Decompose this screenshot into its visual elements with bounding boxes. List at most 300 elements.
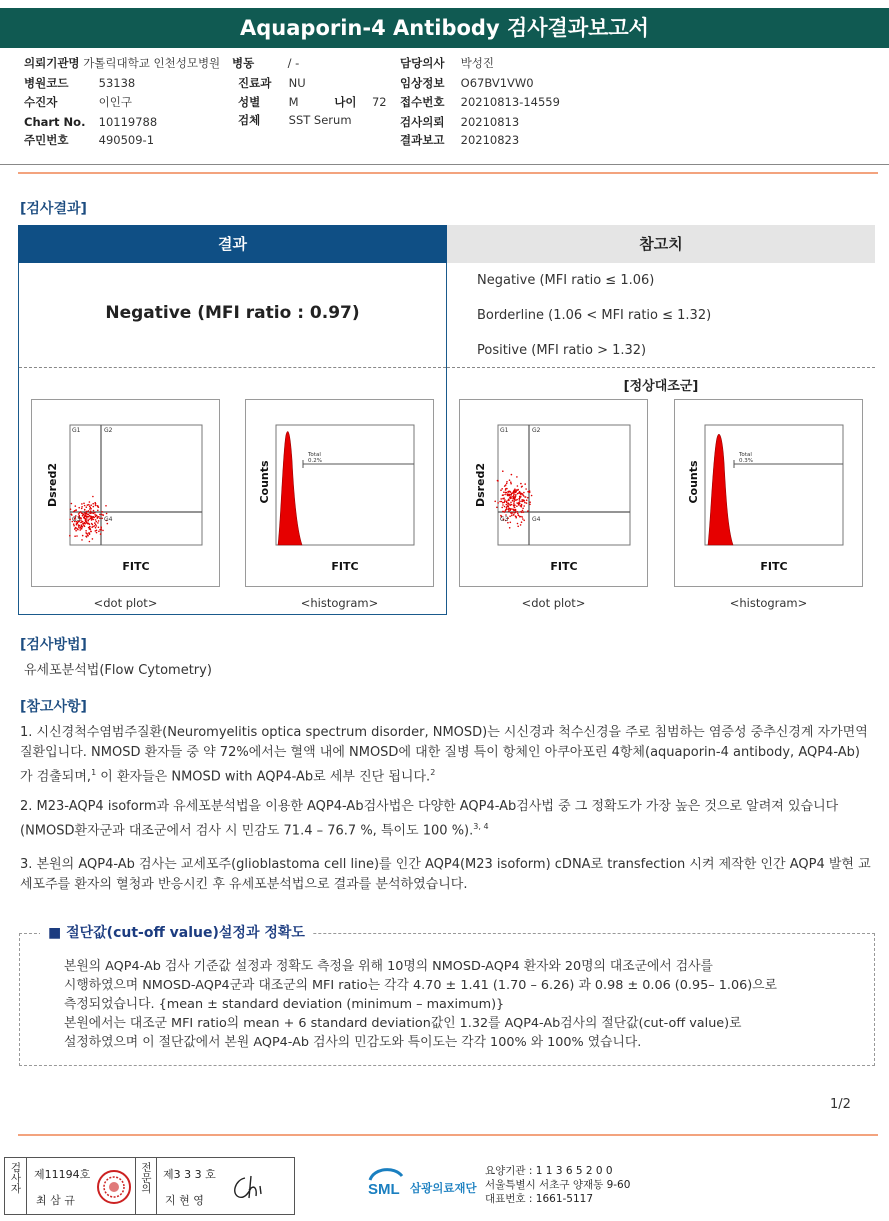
- scatter-dot: [93, 510, 95, 512]
- quad-label-g1: G1: [72, 427, 81, 434]
- scatter-dot: [514, 490, 516, 492]
- result-value: Negative (MFI ratio : 0.97): [105, 303, 360, 323]
- scatter-dot: [509, 503, 511, 505]
- scatter-dot: [71, 503, 73, 505]
- scatter-dot: [528, 491, 530, 493]
- scatter-dot: [513, 505, 515, 507]
- scatter-dot: [98, 531, 100, 533]
- notes-section-title: [참고사항]: [20, 699, 87, 715]
- quad-label-g1: G1: [500, 427, 509, 434]
- scatter-dot: [497, 480, 499, 482]
- scatter-dot: [100, 526, 102, 528]
- quad-label-g4: G4: [532, 516, 541, 523]
- patient-row: [24, 93, 132, 111]
- scatter-dot: [83, 514, 85, 516]
- control-title: [정상대조군]: [623, 379, 699, 394]
- scatter-dot: [96, 525, 98, 527]
- scatter-dot: [523, 505, 525, 507]
- scatter-dot: [75, 505, 77, 507]
- patient-histogram-svg: [246, 400, 435, 588]
- note-paragraph-2: [20, 797, 872, 841]
- scatter-dot: [102, 530, 104, 532]
- control-dot-plot: [459, 399, 648, 587]
- org-phone: 대표번호 : 1661-5117: [485, 1193, 594, 1205]
- scatter-dot: [522, 510, 524, 512]
- orange-divider-top: [18, 172, 878, 174]
- clinical-info-row: [400, 74, 534, 92]
- scatter-dot: [100, 533, 102, 535]
- scatter-dot: [529, 501, 531, 503]
- scatter-dot: [515, 494, 517, 496]
- scatter-dot: [89, 526, 91, 528]
- specimen-label: 검체: [238, 113, 261, 127]
- scatter-dot: [73, 523, 75, 525]
- hospital-code-label: 병원코드: [24, 76, 69, 90]
- scatter-dot: [75, 530, 77, 532]
- scatter-dot: [95, 504, 97, 506]
- chart-value: 10119788: [98, 115, 158, 129]
- note-1-ref-2: 2: [430, 768, 436, 777]
- scatter-dot: [523, 511, 525, 513]
- scatter-dot: [89, 523, 91, 525]
- scatter-dot: [84, 526, 86, 528]
- scatter-dot: [93, 506, 95, 508]
- scatter-dot: [95, 519, 97, 521]
- reference-box-divider: [447, 367, 875, 368]
- scatter-dot: [506, 504, 508, 506]
- scatter-dot: [97, 506, 99, 508]
- scatter-dot: [87, 534, 89, 536]
- scatter-dot: [93, 513, 95, 515]
- institution-value: 가톨릭대학교 인천성모병원: [83, 56, 221, 70]
- scatter-dot: [510, 508, 512, 510]
- institution-label: 의뢰기관명: [24, 56, 80, 70]
- scatter-dot: [516, 511, 518, 513]
- request-label: 검사의뢰: [400, 115, 445, 129]
- y-axis-label: Counts: [258, 460, 271, 504]
- scatter-dot: [511, 474, 513, 476]
- scatter-dot: [511, 512, 513, 514]
- scatter-dot: [90, 507, 92, 509]
- quad-label-g2: G2: [104, 427, 113, 434]
- scatter-dot: [500, 489, 502, 491]
- scatter-dot: [87, 516, 89, 518]
- chart-label: Chart No.: [24, 115, 86, 129]
- scatter-dot: [83, 503, 85, 505]
- specimen-row: [238, 111, 352, 129]
- scatter-dot: [85, 514, 87, 516]
- scatter-dot: [502, 494, 504, 496]
- specialist-label: [135, 1158, 157, 1214]
- rrn-value: 490509-1: [98, 133, 155, 147]
- scatter-dot: [519, 501, 521, 503]
- scatter-dot: [81, 506, 83, 508]
- cutoff-line-5: 설정하였으며 이 절단값에서 본원 AQP4-Ab 검사의 민감도와 특이도는 각각 100% 와 100% 였습니다.: [64, 1035, 642, 1050]
- scatter-dot: [514, 498, 516, 500]
- scatter-dot: [496, 507, 498, 509]
- scatter-dot: [99, 518, 101, 520]
- scatter-dot: [529, 504, 531, 506]
- inspector-stamp: [95, 1168, 133, 1206]
- specialist-name: 지 현 영: [165, 1194, 204, 1207]
- receipt-label: 접수번호: [400, 95, 445, 109]
- scatter-dot: [501, 488, 503, 490]
- rrn-label: 주민번호: [24, 133, 69, 147]
- cutoff-line-4: 본원에서는 대조군 MFI ratio의 mean + 6 standard deviation값인 1.32를 AQP4-Ab검사의 절단값(cut-off value)로: [64, 1016, 742, 1031]
- footer: [0, 1150, 889, 1221]
- scatter-dot: [508, 511, 510, 513]
- chart-row: [24, 113, 157, 131]
- scatter-dot: [87, 522, 89, 524]
- control-dot-caption: <dot plot>: [521, 596, 586, 610]
- ward-label: 병동: [232, 56, 255, 70]
- scatter-dot: [88, 504, 90, 506]
- scatter-dot: [504, 485, 506, 487]
- patient-dot-plot-svg: [32, 400, 221, 588]
- scatter-dot: [508, 491, 510, 493]
- x-axis-label: FITC: [122, 560, 150, 573]
- specimen-value: SST Serum: [288, 113, 352, 127]
- scatter-dot: [521, 504, 523, 506]
- scatter-dot: [523, 495, 525, 497]
- note-1-ref-1: 1: [91, 768, 97, 777]
- scatter-dot: [101, 529, 103, 531]
- scatter-dot: [521, 512, 523, 514]
- scatter-dot: [501, 507, 503, 509]
- orange-divider-bottom: [18, 1134, 878, 1136]
- scatter-dot: [86, 511, 88, 513]
- scatter-dot: [503, 497, 505, 499]
- scatter-dot: [73, 525, 75, 527]
- scatter-dot: [69, 519, 71, 521]
- scatter-dot: [95, 515, 97, 517]
- specialist-label-text: 전문의: [140, 1162, 152, 1194]
- scatter-dot: [84, 522, 86, 524]
- scatter-dot: [91, 516, 93, 518]
- scatter-dot: [504, 506, 506, 508]
- scatter-dot: [507, 495, 509, 497]
- ward-row: [232, 54, 299, 72]
- scatter-dot: [527, 510, 529, 512]
- scatter-dot: [82, 535, 84, 537]
- scatter-dot: [85, 518, 87, 520]
- cutoff-line-2: 시행하였으며 NMOSD-AQP4군과 대조군의 MFI ratio는 각각 4.70 ± 1.41 (1.70 – 6.26) 과 0.98 ± 0.06 (0.95– 1.06)으로: [64, 978, 777, 993]
- scatter-dot: [507, 493, 509, 495]
- scatter-dot: [526, 502, 528, 504]
- scatter-dot: [81, 508, 83, 510]
- clinical-info-label: 임상정보: [400, 76, 445, 90]
- scatter-dot: [90, 529, 92, 531]
- scatter-dot: [520, 524, 522, 526]
- foundation-name: 삼광의료재단: [410, 1181, 477, 1195]
- scatter-dot: [516, 499, 518, 501]
- scatter-dot: [94, 512, 96, 514]
- scatter-dot: [93, 519, 95, 521]
- scatter-dot: [524, 502, 526, 504]
- scatter-dot: [90, 504, 92, 506]
- scatter-dot: [89, 508, 91, 510]
- quad-label-g3: G3: [500, 516, 509, 523]
- scatter-dot: [520, 483, 522, 485]
- scatter-dot: [81, 528, 83, 530]
- sex-row: [238, 93, 387, 111]
- scatter-dot: [75, 527, 77, 529]
- scatter-dot: [90, 513, 92, 515]
- patient-histogram: [245, 399, 434, 587]
- x-axis-label: FITC: [760, 560, 788, 573]
- scatter-dot: [79, 512, 81, 514]
- gate-total-label: Total: [308, 452, 321, 458]
- scatter-dot: [98, 520, 100, 522]
- scatter-dot: [99, 514, 101, 516]
- scatter-dot: [511, 515, 513, 517]
- gate-total-label: Total: [739, 452, 752, 458]
- scatter-dot: [520, 501, 522, 503]
- scatter-dot: [97, 516, 99, 518]
- scatter-dot: [506, 501, 508, 503]
- scatter-dot: [509, 479, 511, 481]
- control-hist-caption: <histogram>: [729, 596, 808, 610]
- scatter-dot: [510, 481, 512, 483]
- org-info: [485, 1164, 630, 1206]
- note-paragraph-1: [20, 723, 872, 787]
- gate-percent: 0.3%: [739, 458, 753, 464]
- ref-negative: Negative (MFI ratio ≤ 1.06): [477, 273, 655, 288]
- report-date-row: [400, 131, 519, 149]
- signature-box: [4, 1157, 295, 1215]
- cutoff-line-1: 본원의 AQP4-Ab 검사 기준값 설정과 정확도 측정을 위해 10명의 NMOSD-AQP4 환자와 20명의 대조군에서 검사를: [64, 959, 713, 974]
- report-date-label: 결과보고: [400, 133, 445, 147]
- scatter-dot: [84, 509, 86, 511]
- info-divider: [0, 164, 889, 165]
- patient-dot-plot: [31, 399, 220, 587]
- scatter-dot: [91, 519, 93, 521]
- scatter-dot: [516, 502, 518, 504]
- org-address: 서울특별시 서초구 양재동 9-60: [485, 1179, 631, 1191]
- scatter-dot: [503, 502, 505, 504]
- note-1-tail: 이 환자들은 NMOSD with AQP4-Ab로 세부 진단 됩니다.: [96, 769, 431, 785]
- scatter-dot: [506, 506, 508, 508]
- scatter-dot: [81, 512, 83, 514]
- sml-logo-icon: [366, 1164, 406, 1200]
- request-value: 20210813: [460, 115, 520, 129]
- scatter-dot: [106, 513, 108, 515]
- hospital-code-row: [24, 74, 135, 92]
- control-dot-plot-svg: [460, 400, 649, 588]
- gate-percent: 0.2%: [308, 458, 322, 464]
- scatter-dot: [78, 524, 80, 526]
- note-2-ref: 3, 4: [473, 822, 489, 831]
- scatter-dot: [90, 531, 92, 533]
- reference-header: 참고치: [447, 225, 875, 263]
- patient-dot-caption: <dot plot>: [93, 596, 158, 610]
- scatter-dot: [524, 496, 526, 498]
- scatter-dot: [507, 503, 509, 505]
- x-axis-label: FITC: [550, 560, 578, 573]
- scatter-dot: [514, 509, 516, 511]
- scatter-dot: [86, 533, 88, 535]
- specialist-signature: [227, 1170, 273, 1204]
- institution-row: [24, 54, 220, 72]
- scatter-dot: [513, 514, 515, 516]
- scatter-dot: [86, 506, 88, 508]
- results-section-title: [검사결과]: [20, 201, 87, 217]
- age-label: 나이: [334, 95, 357, 109]
- scatter-dot: [517, 526, 519, 528]
- inspector-label-text: 검사자: [9, 1162, 22, 1194]
- scatter-dot: [70, 508, 72, 510]
- scatter-dot: [502, 502, 504, 504]
- scatter-dot: [513, 512, 515, 514]
- scatter-dot: [512, 492, 514, 494]
- scatter-dot: [94, 502, 96, 504]
- report-title: Aquaporin-4 Antibody 검사결과보고서: [0, 8, 889, 48]
- scatter-dot: [78, 507, 80, 509]
- scatter-dot: [517, 513, 519, 515]
- scatter-dot: [513, 501, 515, 503]
- scatter-dot: [502, 470, 504, 472]
- scatter-dot: [522, 518, 524, 520]
- scatter-dot: [516, 476, 518, 478]
- doctor-value: 박성진: [460, 56, 494, 70]
- scatter-dot: [505, 510, 507, 512]
- scatter-dot: [101, 518, 103, 520]
- scatter-dot: [88, 510, 90, 512]
- scatter-dot: [86, 514, 88, 516]
- scatter-dot: [512, 500, 514, 502]
- quad-label-g2: G2: [532, 427, 541, 434]
- scatter-dot: [509, 516, 511, 518]
- scatter-dot: [523, 492, 525, 494]
- rrn-row: [24, 131, 154, 149]
- cutoff-body: [64, 957, 854, 1052]
- scatter-dot: [512, 498, 514, 500]
- note-paragraph-3: 3. 본원의 AQP4-Ab 검사는 교세포주(glioblastoma cell line)를 인간 AQP4(M23 isoform) cDNA로 transfection 시켜 제작한 인간 AQP4 발현 교세포주를 환자의 혈청과 반응시킨 후 유세포분석법으로 결과를 분석하였습니다.: [20, 857, 871, 892]
- scatter-dot: [504, 499, 506, 501]
- scatter-dot: [81, 503, 83, 505]
- patient-hist-caption: <histogram>: [300, 596, 379, 610]
- method-section-title: [검사방법]: [20, 637, 87, 653]
- scatter-dot: [519, 516, 521, 518]
- scatter-dot: [90, 517, 92, 519]
- cutoff-line-3: 측정되었습니다. {mean ± standard deviation (minimum – maximum)}: [64, 997, 505, 1012]
- dept-row: [238, 74, 306, 92]
- scatter-dot: [94, 525, 96, 527]
- scatter-dot: [523, 520, 525, 522]
- age-value: 72: [371, 95, 387, 109]
- control-histogram: [674, 399, 863, 587]
- scatter-dot: [500, 498, 502, 500]
- scatter-dot: [506, 481, 508, 483]
- scatter-dot: [531, 495, 533, 497]
- scatter-dot: [521, 506, 523, 508]
- request-row: [400, 113, 519, 131]
- y-axis-label: Dsred2: [474, 462, 487, 508]
- scatter-dot: [513, 494, 515, 496]
- patient-label: 수진자: [24, 95, 58, 109]
- scatter-dot: [510, 483, 512, 485]
- scatter-dot: [88, 527, 90, 529]
- scatter-dot: [95, 524, 97, 526]
- scatter-dot: [81, 539, 83, 541]
- sex-label: 성별: [238, 95, 261, 109]
- inspector-label: [5, 1158, 27, 1214]
- page-number: 1/2: [830, 1097, 851, 1112]
- scatter-dot: [91, 523, 93, 525]
- scatter-dot: [517, 523, 519, 525]
- scatter-dot: [105, 505, 107, 507]
- inspector-no: 제11194호: [34, 1168, 91, 1181]
- scatter-dot: [519, 503, 521, 505]
- y-axis-label: Dsred2: [46, 462, 59, 508]
- report-date-value: 20210823: [460, 133, 520, 147]
- scatter-dot: [84, 505, 86, 507]
- scatter-dot: [513, 502, 515, 504]
- scatter-dot: [511, 504, 513, 506]
- x-axis-label: FITC: [331, 560, 359, 573]
- scatter-dot: [510, 494, 512, 496]
- scatter-dot: [527, 497, 529, 499]
- clinical-info-value: O67BV1VW0: [460, 76, 534, 90]
- scatter-dot: [87, 504, 89, 506]
- scatter-dot: [101, 514, 103, 516]
- scatter-dot: [512, 496, 514, 498]
- scatter-dot: [73, 511, 75, 513]
- doctor-label: 담당의사: [400, 56, 445, 70]
- scatter-dot: [75, 510, 77, 512]
- scatter-dot: [69, 535, 71, 537]
- control-histogram-svg: [675, 400, 864, 588]
- scatter-dot: [82, 523, 84, 525]
- patient-value: 이인구: [98, 95, 132, 109]
- scatter-dot: [95, 530, 97, 532]
- scatter-dot: [506, 492, 508, 494]
- ref-borderline: Borderline (1.06 < MFI ratio ≤ 1.32): [477, 308, 712, 323]
- receipt-value: 20210813-14559: [460, 95, 560, 109]
- scatter-dot: [497, 502, 499, 504]
- scatter-dot: [517, 485, 519, 487]
- scatter-dot: [82, 521, 84, 523]
- scatter-dot: [78, 526, 80, 528]
- scatter-dot: [521, 486, 523, 488]
- scatter-dot: [92, 538, 94, 540]
- doctor-row: [400, 54, 494, 72]
- scatter-dot: [85, 536, 87, 538]
- scatter-dot: [88, 520, 90, 522]
- scatter-dot: [510, 522, 512, 524]
- y-axis-label: Counts: [687, 460, 700, 504]
- scatter-dot: [516, 505, 518, 507]
- org-code: 요양기관 : 1 1 3 6 5 2 0 0: [485, 1165, 613, 1177]
- scatter-dot: [517, 489, 519, 491]
- scatter-dot: [509, 527, 511, 529]
- scatter-dot: [522, 516, 524, 518]
- scatter-dot: [504, 494, 506, 496]
- scatter-dot: [502, 511, 504, 513]
- scatter-dot: [521, 521, 523, 523]
- scatter-dot: [522, 508, 524, 510]
- specialist-no: 제3 3 3 호: [163, 1168, 216, 1181]
- scatter-dot: [76, 535, 78, 537]
- scatter-dot: [519, 493, 521, 495]
- scatter-dot: [85, 530, 87, 532]
- scatter-dot: [499, 501, 501, 503]
- scatter-dot: [517, 493, 519, 495]
- scatter-dot: [89, 515, 91, 517]
- scatter-dot: [74, 535, 76, 537]
- scatter-dot: [98, 527, 100, 529]
- method-text: 유세포분석법(Flow Cytometry): [24, 663, 212, 678]
